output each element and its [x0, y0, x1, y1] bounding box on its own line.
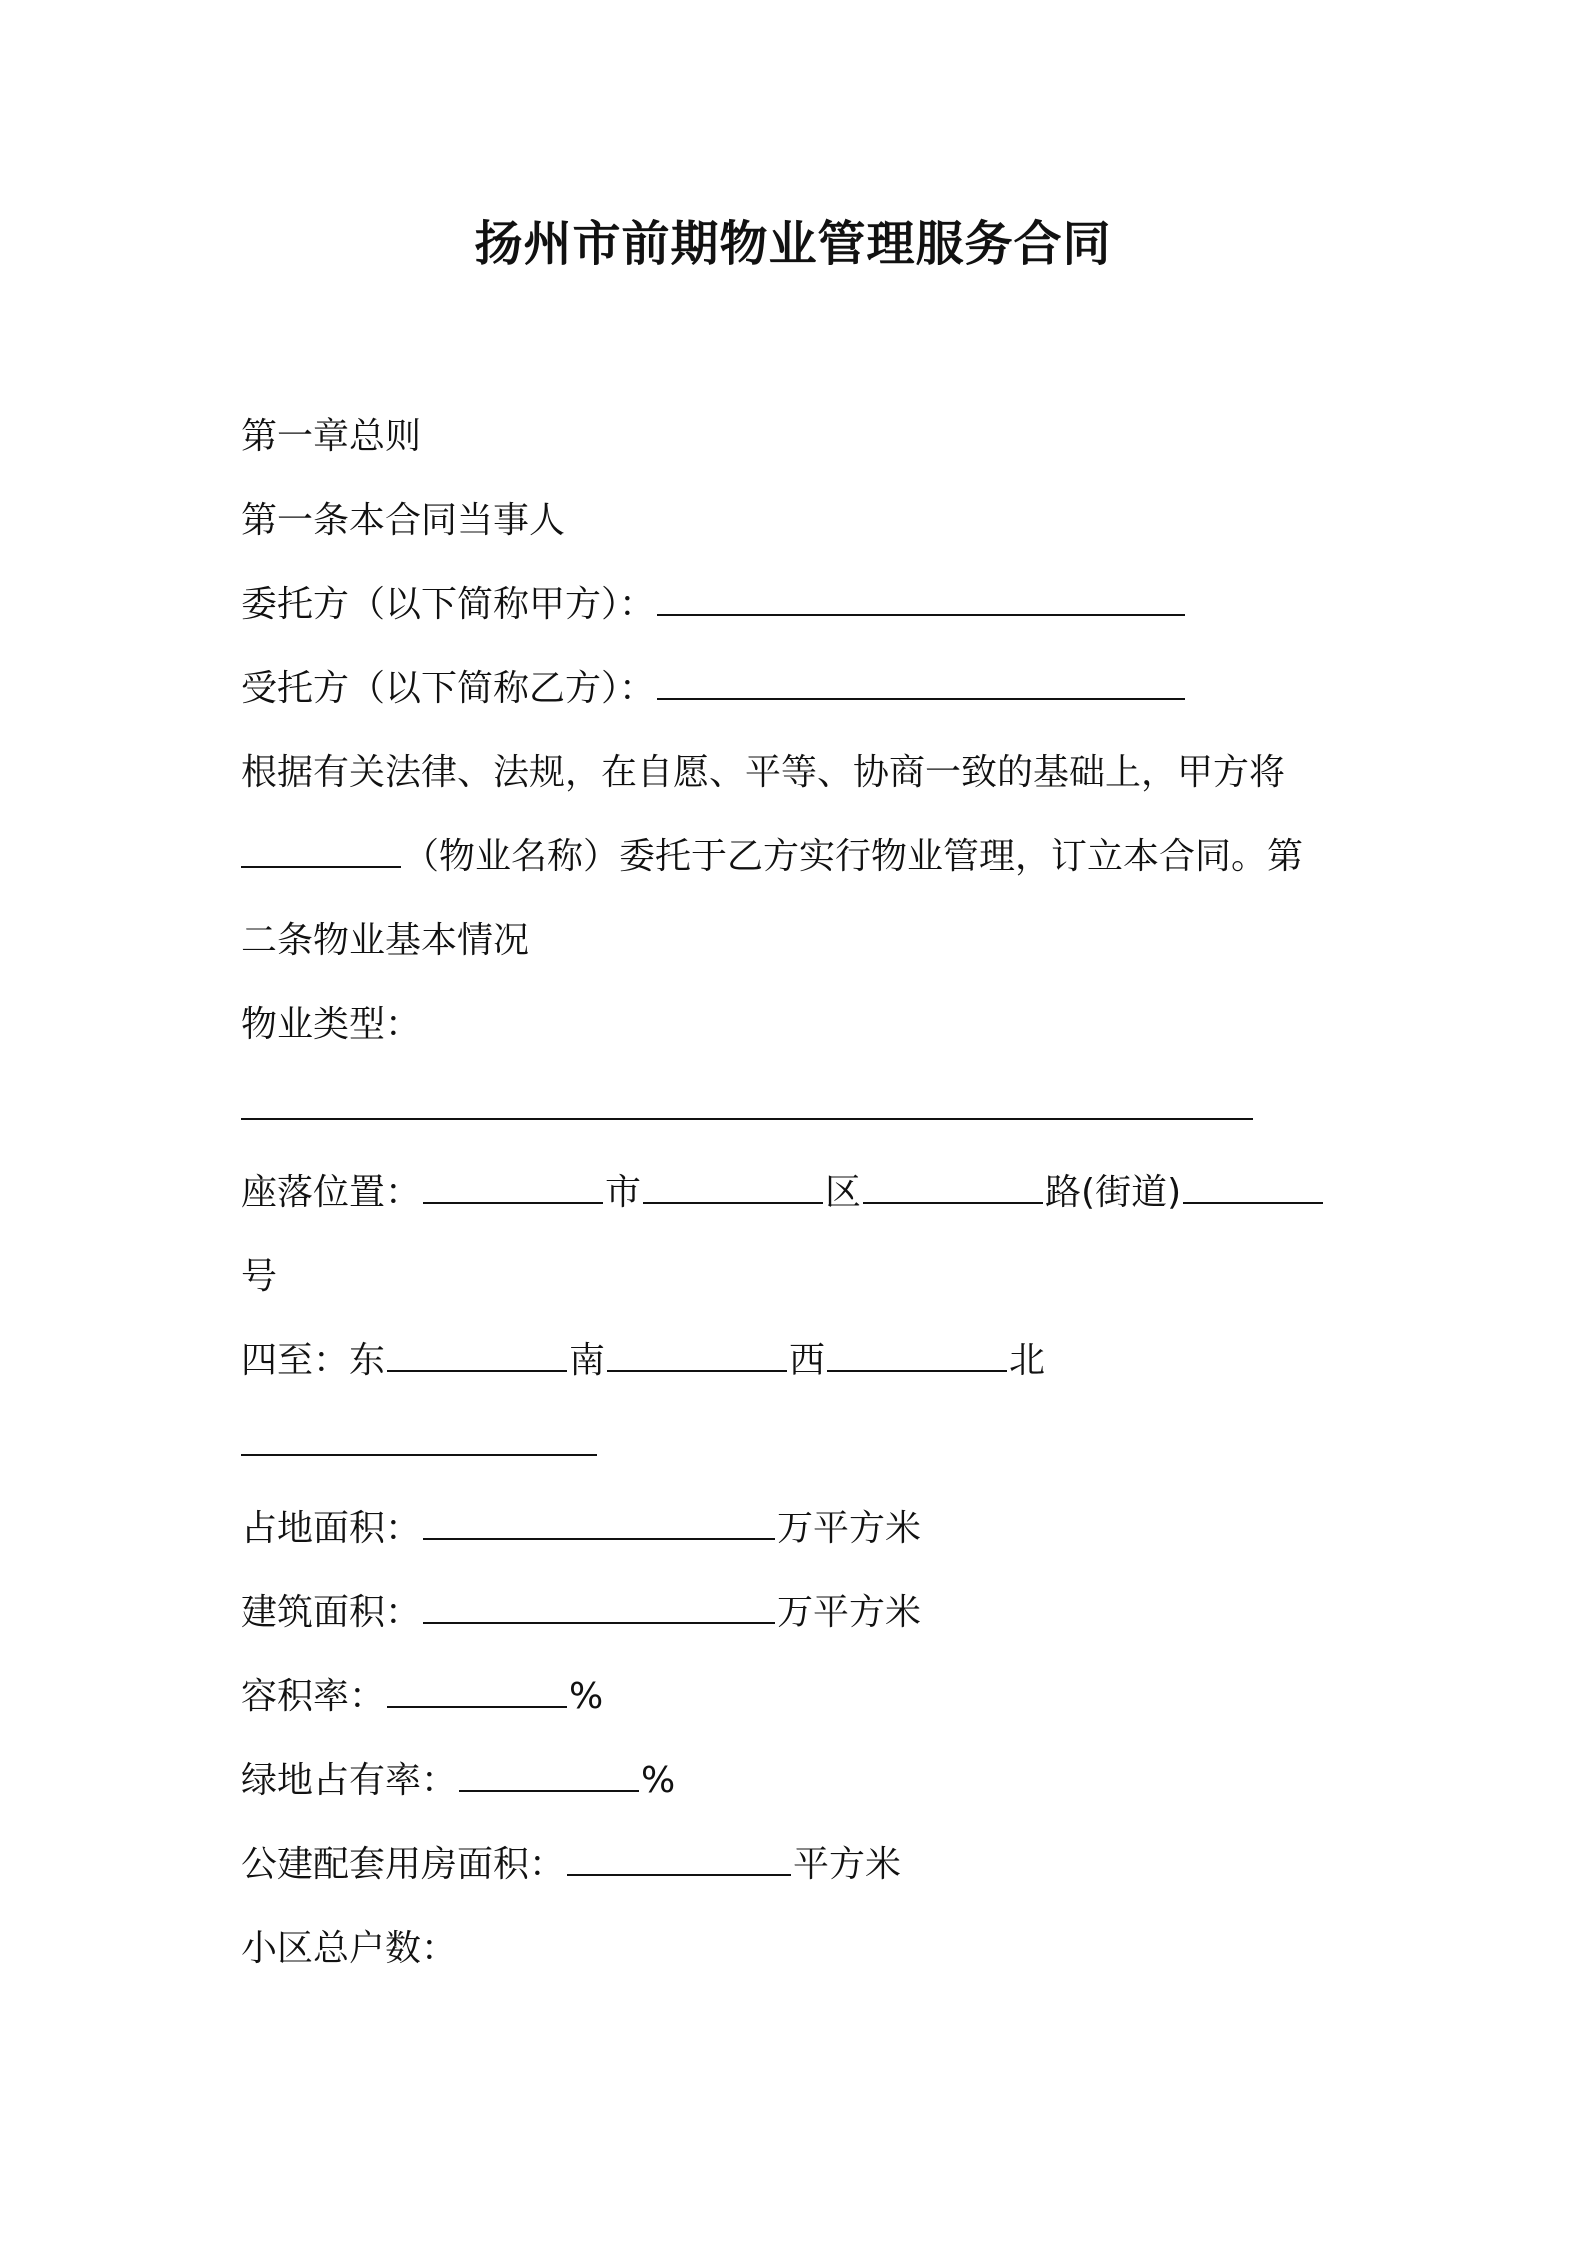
south-label: 南 [569, 1340, 606, 1381]
district-label: 区 [825, 1172, 862, 1213]
green-ratio-unit: % [641, 1760, 676, 1801]
location-label: 座落位置： [241, 1172, 422, 1213]
public-facility-label: 公建配套用房面积： [241, 1844, 566, 1885]
west-label: 西 [789, 1340, 826, 1381]
green-ratio-label: 绿地占有率： [241, 1760, 458, 1801]
plot-ratio-label: 容积率： [241, 1676, 386, 1717]
party-a-line [241, 581, 1187, 629]
boundaries-label: 四至：东 [241, 1340, 386, 1381]
plot-ratio-line [241, 1673, 603, 1721]
location-line [241, 1169, 1325, 1217]
public-facility-line [241, 1841, 901, 1889]
number-blank[interactable] [1183, 1172, 1323, 1204]
plot-ratio-blank[interactable] [387, 1676, 567, 1708]
party-b-label: 受托方（以下简称乙方）： [241, 668, 656, 709]
property-name-blank[interactable] [241, 836, 401, 868]
public-facility-blank[interactable] [567, 1844, 791, 1876]
preamble-line-2 [241, 833, 1303, 881]
property-type-blank[interactable] [241, 1088, 1253, 1120]
preamble-line-2-text: （物业名称）委托于乙方实行物业管理，订立本合同。第 [403, 836, 1304, 877]
south-blank[interactable] [607, 1340, 787, 1372]
district-blank[interactable] [643, 1172, 823, 1204]
property-type-label: 物业类型： [241, 1004, 422, 1045]
document-title: 扬州市前期物业管理服务合同 [474, 216, 1112, 272]
households-label: 小区总户数： [241, 1928, 458, 1969]
building-area-label: 建筑面积： [241, 1592, 422, 1633]
building-area-unit: 万平方米 [777, 1592, 922, 1633]
preamble-line-1: 根据有关法律、法规，在自愿、平等、协商一致的基础上，甲方将 [241, 752, 1286, 793]
party-a-label: 委托方（以下简称甲方）： [241, 584, 656, 625]
north-label: 北 [1009, 1340, 1046, 1381]
number-label: 号 [241, 1256, 278, 1297]
green-ratio-blank[interactable] [459, 1760, 639, 1792]
land-area-unit: 万平方米 [777, 1508, 922, 1549]
party-a-blank[interactable] [657, 584, 1185, 616]
north-line [241, 1421, 599, 1469]
party-b-line [241, 665, 1187, 713]
party-b-blank[interactable] [657, 668, 1185, 700]
city-blank[interactable] [423, 1172, 603, 1204]
north-blank[interactable] [241, 1424, 597, 1456]
article-2-heading: 二条物业基本情况 [241, 920, 530, 961]
land-area-line [241, 1505, 921, 1553]
road-label: 路(街道) [1045, 1172, 1182, 1213]
article-1-heading: 第一条本合同当事人 [241, 500, 566, 541]
public-facility-unit: 平方米 [793, 1844, 902, 1885]
property-type-line [241, 1085, 1255, 1133]
east-blank[interactable] [387, 1340, 567, 1372]
chapter-heading: 第一章总则 [241, 416, 422, 457]
boundaries-line [241, 1337, 1045, 1385]
land-area-blank[interactable] [423, 1508, 775, 1540]
green-ratio-line [241, 1757, 675, 1805]
building-area-line [241, 1589, 921, 1637]
west-blank[interactable] [827, 1340, 1007, 1372]
plot-ratio-unit: % [569, 1676, 604, 1717]
building-area-blank[interactable] [423, 1592, 775, 1624]
city-label: 市 [605, 1172, 642, 1213]
road-blank[interactable] [863, 1172, 1043, 1204]
land-area-label: 占地面积： [241, 1508, 422, 1549]
